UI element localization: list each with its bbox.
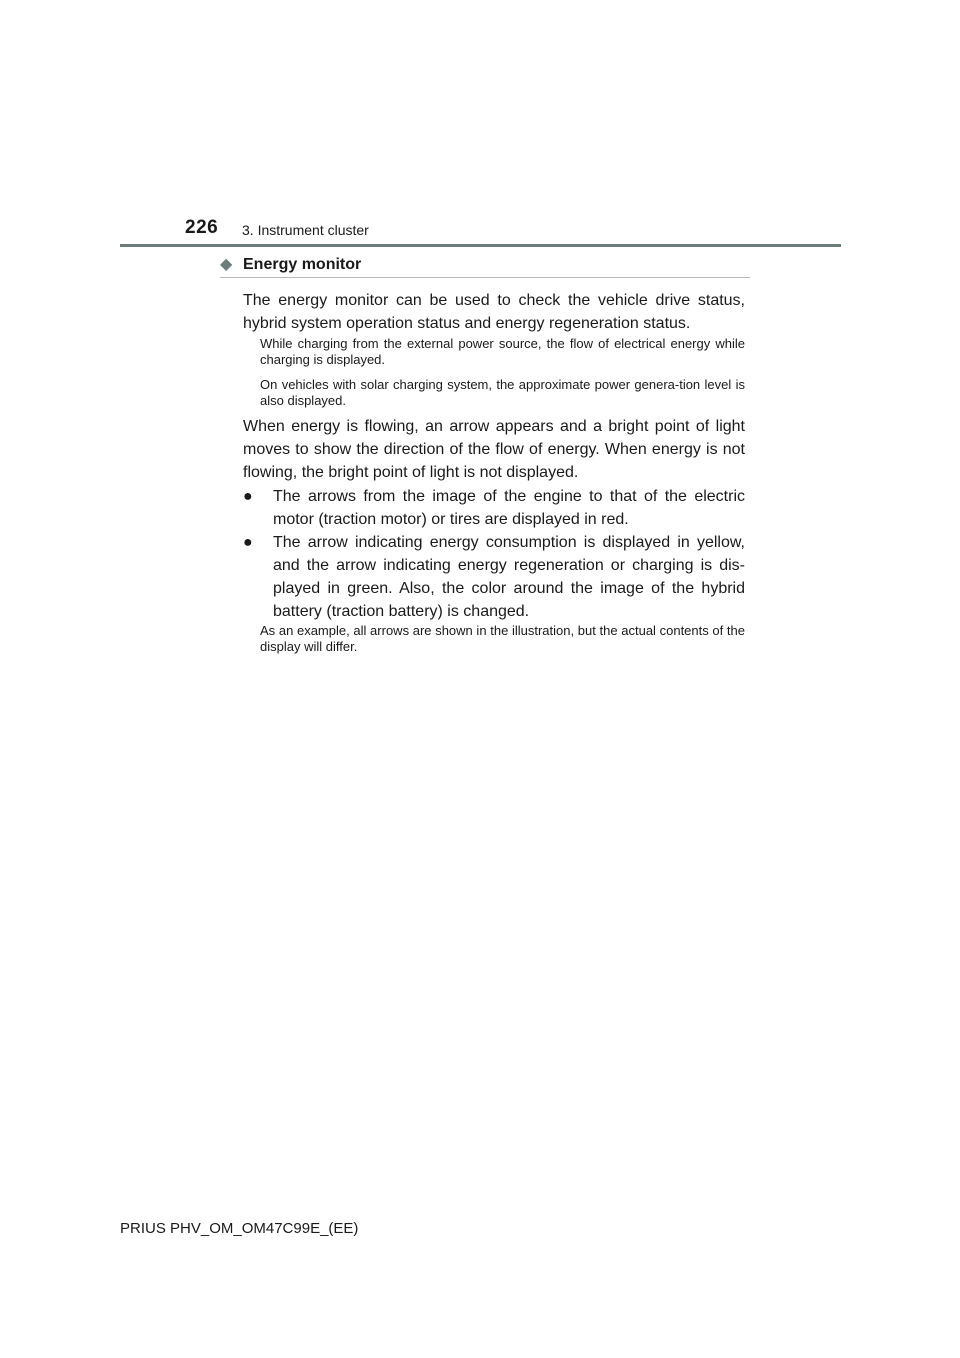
bullet-item-red-arrows <box>243 485 745 531</box>
section-heading <box>220 255 750 278</box>
bullet-item-yellow-green-arrows <box>243 531 745 623</box>
flow-paragraph: When energy is flowing, an arrow appears and a bright point of light moves to show the direction of the flow of energy. When energy is not flowing, the bright point of light is not displayed. <box>243 418 745 481</box>
intro-paragraph: The energy monitor can be used to check the vehicle drive status, hybrid system operation status and energy regeneration status. <box>243 292 745 332</box>
page-number: 226 <box>185 217 219 238</box>
note-charging: While charging from the external power source, the flow of electrical energy while charging is displayed. <box>260 336 745 367</box>
diamond-icon: ◆ <box>220 256 233 273</box>
chapter-title: 3. Instrument cluster <box>242 222 369 238</box>
header-rule <box>120 244 841 247</box>
bullet-icon: ● <box>243 488 253 505</box>
section-title: Energy monitor <box>243 256 362 273</box>
note-solar: On vehicles with solar charging system, the approximate power genera-tion level is also displayed. <box>260 377 745 408</box>
footer-document-id: PRIUS PHV_OM_OM47C99E_(EE) <box>120 1220 359 1237</box>
bullet-text: The arrows from the image of the engine to that of the electric motor (traction motor) or tires are displayed in red. <box>273 488 745 528</box>
bullet-icon: ● <box>243 534 253 551</box>
note-example: As an example, all arrows are shown in the illustration, but the actual contents of the display will differ. <box>260 623 745 654</box>
bullet-text: The arrow indicating energy consumption is displayed in yellow, and the arrow indicating energy regeneration or charging is dis-played in green. Also, the color around the image of the hybrid battery (traction battery) is changed. <box>273 534 745 620</box>
